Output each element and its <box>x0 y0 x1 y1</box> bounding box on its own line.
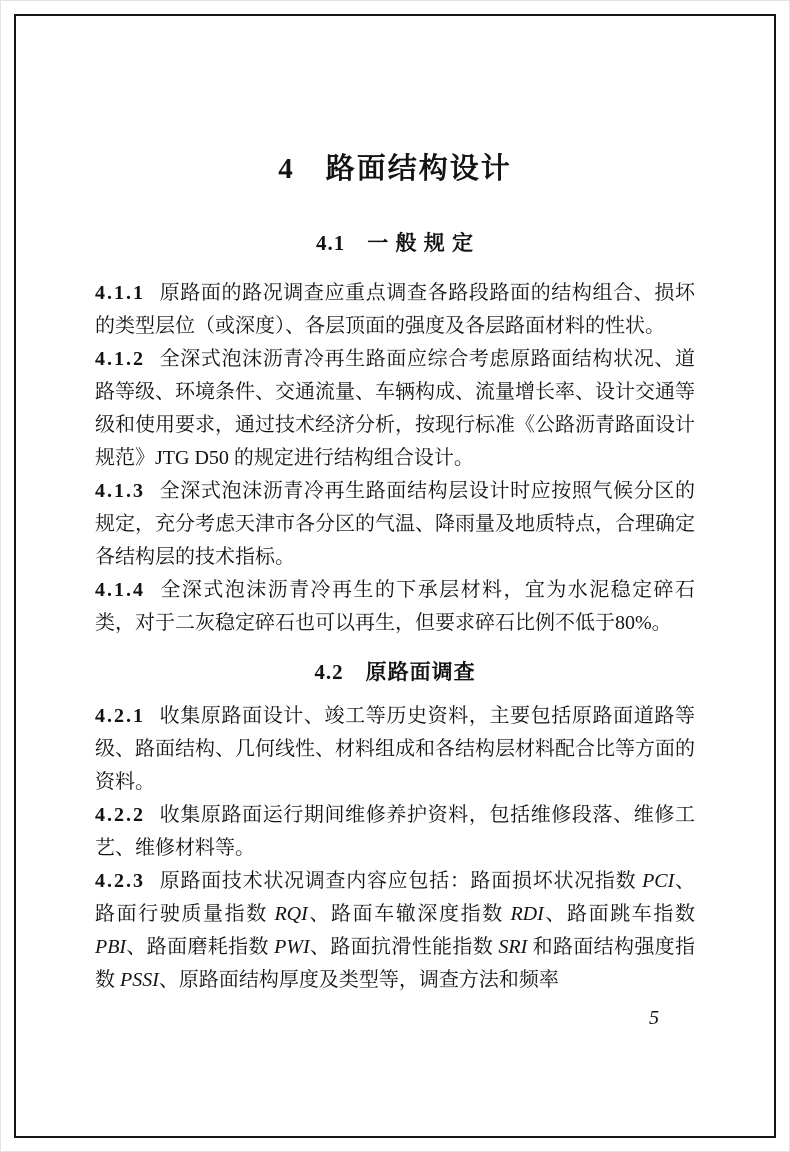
clause-4-2-2 <box>95 799 695 865</box>
clause-number: 4.2.2 <box>95 804 145 826</box>
clause-4-1-2 <box>95 343 695 475</box>
clause-4-2-3 <box>95 865 695 997</box>
clause-text: 原路面技术状况调查内容应包括：路面损坏状况指数 PCI、路面行驶质量指数 RQI、路面车辙深度指数 RDI、路面跳车指数 PBI、路面磨耗指数 PWI、路面抗滑性能指数 SRI 和路面结构强度指数 PSSI、原路面结构厚度及类型等，调查方法和频率 <box>95 870 696 991</box>
clause-4-2-1 <box>95 700 695 799</box>
section-heading-4-2: 4.2 原路面调查 <box>314 660 476 684</box>
clause-number: 4.1.4 <box>95 579 145 601</box>
clause-number: 4.2.3 <box>95 870 145 892</box>
clause-text: 收集原路面设计、竣工等历史资料，主要包括原路面道路等级、路面结构、几何线性、材料组成和各结构层材料配合比等方面的资料。 <box>95 705 695 793</box>
chapter-title: 4 路面结构设计 <box>278 153 512 185</box>
clause-number: 4.2.1 <box>95 705 145 727</box>
clause-4-1-3 <box>95 475 695 574</box>
clause-4-1-4 <box>95 574 695 640</box>
clause-number: 4.1.1 <box>95 282 145 304</box>
clause-number: 4.1.2 <box>95 348 145 370</box>
section-heading-4-1: 4.1 一 般 规 定 <box>316 231 474 255</box>
clause-4-1-1 <box>95 277 695 343</box>
clause-number: 4.1.3 <box>95 480 145 502</box>
clause-text: 全深式泡沫沥青冷再生路面应综合考虑原路面结构状况、道路等级、环境条件、交通流量、车辆构成、流量增长率、设计交通等级和使用要求，通过技术经济分析，按现行标准《公路沥青路面设计规范》JTG D50 的规定进行结构组合设计。 <box>95 348 695 469</box>
page-number: 5 <box>649 1007 659 1029</box>
clause-text: 全深式泡沫沥青冷再生路面结构层设计时应按照气候分区的规定，充分考虑天津市各分区的气温、降雨量及地质特点，合理确定各结构层的技术指标。 <box>95 480 695 568</box>
clause-text: 全深式泡沫沥青冷再生的下承层材料，宜为水泥稳定碎石类，对于二灰稳定碎石也可以再生，但要求碎石比例不低于80%。 <box>95 579 695 634</box>
clause-text: 收集原路面运行期间维修养护资料，包括维修段落、维修工艺、维修材料等。 <box>95 804 695 859</box>
clause-text: 原路面的路况调查应重点调查各路段路面的结构组合、损坏的类型层位（或深度）、各层顶面的强度及各层路面材料的性状。 <box>95 282 695 337</box>
page-content <box>95 0 695 1030</box>
